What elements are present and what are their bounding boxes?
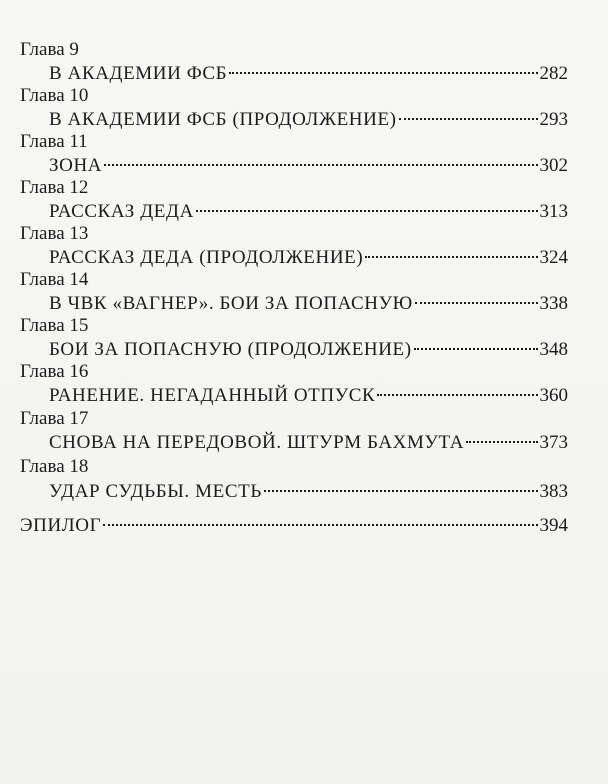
chapter-label: Глава 14 (20, 269, 89, 290)
toc-entry[interactable] (49, 108, 568, 132)
toc-entry-epilogue[interactable] (20, 514, 568, 538)
chapter-label: Глава 15 (20, 315, 89, 336)
toc-entry[interactable] (49, 431, 568, 455)
chapter-label: Глава 17 (20, 408, 89, 429)
chapter-label: Глава 12 (20, 177, 89, 198)
entry-title: РАССКАЗ ДЕДА (ПРОДОЛЖЕНИЕ) (49, 247, 364, 268)
page-number: 313 (539, 201, 568, 222)
epilogue-title: ЭПИЛОГ (20, 515, 102, 536)
entry-title: В АКАДЕМИИ ФСБ (ПРОДОЛЖЕНИЕ) (49, 109, 397, 130)
dot-leader (466, 441, 537, 443)
toc-entry[interactable] (49, 338, 568, 362)
toc-entry[interactable] (49, 200, 568, 224)
dot-leader (104, 164, 537, 166)
entry-title: В АКАДЕМИИ ФСБ (49, 63, 228, 84)
entry-title: РАССКАЗ ДЕДА (49, 201, 194, 222)
dot-leader (229, 72, 537, 74)
chapter-label: Глава 13 (20, 223, 89, 244)
chapter-label: Глава 11 (20, 131, 88, 152)
dot-leader (414, 348, 538, 350)
toc-entry[interactable] (49, 480, 568, 504)
dot-leader (377, 394, 537, 396)
page-number: 282 (539, 63, 568, 84)
page-number: 348 (539, 339, 568, 360)
toc-entry[interactable] (49, 292, 568, 316)
dot-leader (365, 256, 537, 258)
page-number: 293 (539, 109, 568, 130)
dot-leader (196, 210, 538, 212)
page-number: 394 (539, 515, 568, 536)
dot-leader (264, 490, 538, 492)
entry-title: РАНЕНИЕ. НЕГАДАННЫЙ ОТПУСК (49, 385, 376, 406)
page-number: 302 (539, 155, 568, 176)
chapter-label: Глава 10 (20, 85, 89, 106)
page-number: 324 (539, 247, 568, 268)
chapter-label: Глава 16 (20, 361, 89, 382)
dot-leader (399, 118, 538, 120)
page-number: 338 (539, 293, 568, 314)
toc-entry[interactable] (49, 62, 568, 86)
page-number: 360 (539, 385, 568, 406)
entry-title: В ЧВК «ВАГНЕР». БОИ ЗА ПОПАСНУЮ (49, 293, 413, 314)
toc-entry[interactable] (49, 154, 568, 178)
dot-leader (415, 302, 538, 304)
toc-entry[interactable] (49, 246, 568, 270)
entry-title: УДАР СУДЬБЫ. МЕСТЬ (49, 481, 262, 502)
entry-title: ЗОНА (49, 155, 103, 176)
dot-leader (103, 524, 537, 526)
page-number: 373 (539, 432, 568, 453)
entry-title: СНОВА НА ПЕРЕДОВОЙ. ШТУРМ БАХМУТА (49, 432, 465, 453)
chapter-label: Глава 9 (20, 39, 79, 60)
entry-title: БОИ ЗА ПОПАСНУЮ (ПРОДОЛЖЕНИЕ) (49, 339, 412, 360)
page-number: 383 (539, 481, 568, 502)
chapter-label: Глава 18 (20, 456, 89, 477)
toc-entry[interactable] (49, 384, 568, 408)
